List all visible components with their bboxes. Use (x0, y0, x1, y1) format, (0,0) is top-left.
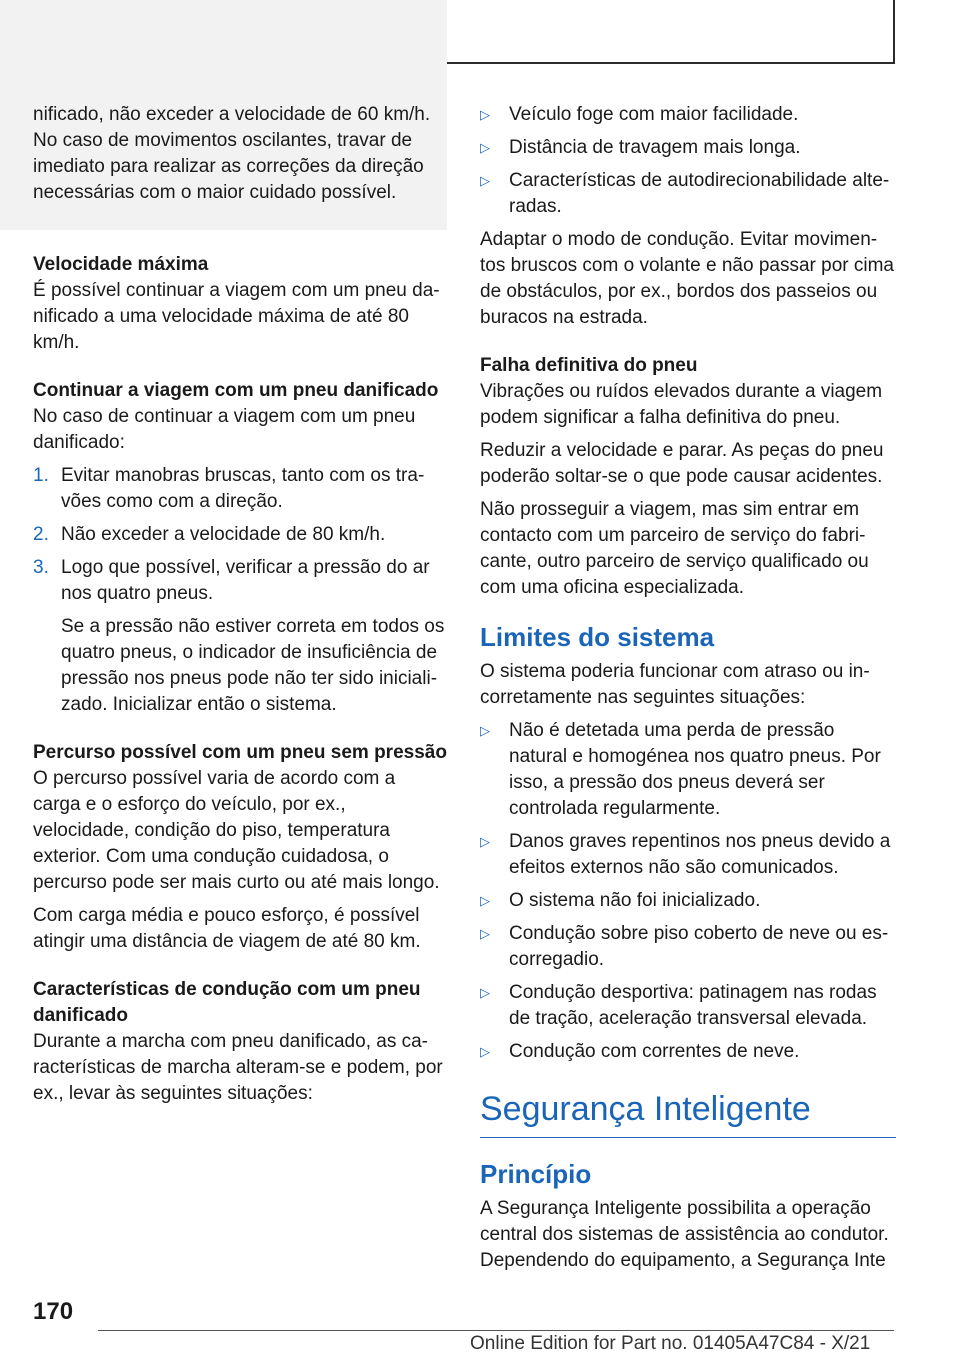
step-item (33, 463, 447, 515)
limits-list (480, 718, 896, 1065)
triangle-bullet-icon: ▷ (480, 834, 490, 849)
step-extra (33, 614, 447, 718)
list-item: ▷ Veículo foge com maior facilidade. (480, 102, 896, 128)
failure-text-2: Reduzir a velocidade e parar. As peças do pneu poderão soltar-se o que pode causar acidentes. (480, 440, 884, 487)
step-text: Evitar manobras bruscas, tanto com os travões como com a direção. (61, 465, 425, 512)
triangle-bullet-icon: ▷ (480, 723, 490, 738)
page-number: 170 (33, 1298, 74, 1325)
principle-heading: Princípio (480, 1159, 592, 1189)
failure-heading: Falha definitiva do pneu (480, 355, 698, 376)
list-item: ▷ Condução com correntes de neve. (480, 1039, 896, 1065)
warning-line: imediato para realizar as correções da direção (33, 156, 424, 177)
step-number: 1. (33, 465, 49, 486)
triangle-bullet-icon: ▷ (480, 1044, 490, 1059)
step-extra-text: Se a pressão não estiver correta em todos os quatro pneus, o indicador de insuficiência de pressão nos pneus pode não ter sido inicializado. Inicializar então o sistema. (61, 616, 445, 715)
failure-text: Vibrações ou ruídos elevados durante a viagem podem significar a falha definitiva do pneu. (480, 381, 883, 428)
list-item: ▷ O sistema não foi inicializado. (480, 888, 896, 914)
triangle-bullet-icon: ▷ (480, 107, 490, 122)
characteristics-heading: Características de condução com um pneu danificado (33, 979, 421, 1026)
continue-text: No caso de continuar a viagem com um pneu danificado: (33, 406, 416, 453)
triangle-bullet-icon: ▷ (480, 173, 490, 188)
route-text: O percurso possível varia de acordo com a carga e o esforço do veículo, por ex., velocidade, condição do piso, temperatura exterior. Com uma condução cuidadosa, o percurso pode ser mais curto ou até mais longo. (33, 768, 440, 893)
steps-list (33, 463, 447, 718)
route-text-2: Com carga média e pouco esforço, é possível atingir uma distância de viagem de até 80 km. (33, 905, 421, 952)
smart-safety-heading: Segurança Inteligente (480, 1087, 896, 1138)
list-item: ▷ Não é detetada uma perda de pressão natural e homogénea nos quatro pneus. Por isso, a pressão dos pneus deverá ser controlada regularmente. (480, 718, 896, 822)
step-text: Logo que possível, verificar a pressão do ar nos quatro pneus. (61, 557, 430, 604)
list-item: ▷ Condução sobre piso coberto de neve ou escorregadio. (480, 921, 896, 973)
effects-list (480, 102, 896, 220)
vmax-text: É possível continuar a viagem com um pneu danificado a uma velocidade máxima de até 80 km/h. (33, 280, 440, 353)
limits-heading: Limites do sistema (480, 622, 715, 652)
triangle-bullet-icon: ▷ (480, 985, 490, 1000)
characteristics-text: Durante a marcha com pneu danificado, as características de marcha alteram-se e podem, por ex., levar às seguintes situações: (33, 1031, 443, 1104)
triangle-bullet-icon: ▷ (480, 926, 490, 941)
edition-note: Online Edition for Part no. 01405A47C84 - X/21 (470, 1333, 871, 1354)
triangle-bullet-icon: ▷ (480, 893, 490, 908)
list-item: ▷ Danos graves repentinos nos pneus devido a efeitos externos não são comunicados. (480, 829, 896, 881)
step-number: 3. (33, 557, 49, 578)
right-column (480, 102, 896, 1281)
adapt-text: Adaptar o modo de condução. Evitar movimentos bruscos com o volante e não passar por cima de obstáculos, por ex., bordos dos passeios ou buracos na estrada. (480, 229, 894, 328)
failure-text-3: Não prosseguir a viagem, mas sim entrar em contacto com um parceiro de serviço do fabricante, outro parceiro de serviço qualificado ou com uma oficina especializada. (480, 499, 869, 598)
continue-heading: Continuar a viagem com um pneu danificado (33, 380, 439, 401)
step-number: 2. (33, 524, 49, 545)
footer-divider (98, 1330, 894, 1331)
warning-line: nificado, não exceder a velocidade de 60 km/h. (33, 104, 431, 125)
limits-text: O sistema poderia funcionar com atraso ou incorretamente nas seguintes situações: (480, 661, 870, 708)
route-heading: Percurso possível com um pneu sem pressão (33, 742, 447, 763)
vmax-heading: Velocidade máxima (33, 254, 209, 275)
list-item: ▷ Distância de travagem mais longa. (480, 135, 896, 161)
triangle-bullet-icon: ▷ (480, 140, 490, 155)
warning-line: No caso de movimentos oscilantes, travar de (33, 130, 413, 151)
step-text: Não exceder a velocidade de 80 km/h. (61, 524, 386, 545)
step-item (33, 522, 447, 548)
step-item (33, 555, 447, 607)
list-item: ▷ Características de autodirecionabilidade alteradas. (480, 168, 896, 220)
warning-box (0, 0, 447, 230)
warning-line: necessárias com o maior cuidado possível. (33, 182, 397, 203)
list-item: ▷ Condução desportiva: patinagem nas rodas de tração, aceleração transversal elevada. (480, 980, 896, 1032)
left-column (33, 102, 447, 1114)
principle-text: A Segurança Inteligente possibilita a operação central dos sistemas de assistência ao condutor. Dependendo do equipamento, a Segurança Inte (480, 1198, 889, 1271)
